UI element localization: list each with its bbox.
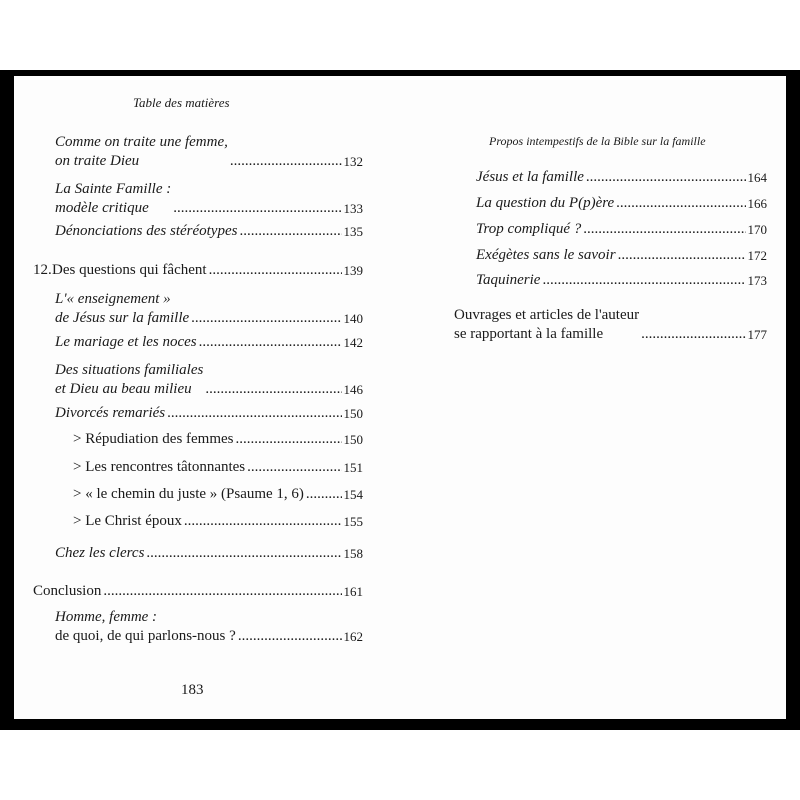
toc-entry[interactable] [476,246,767,265]
leader-dots [586,168,746,187]
entry-title: Le mariage et les noces [55,334,197,350]
page-number: 164 [747,170,767,185]
leader-dots [236,430,342,449]
leader-dots [542,271,745,290]
leader-dots [230,152,342,171]
leader-dots [191,309,341,328]
leader-dots [618,246,746,265]
page-number: 170 [747,222,767,237]
toc-entry[interactable] [476,271,767,290]
leader-dots [641,325,745,344]
page-number: 161 [343,584,363,599]
page-number: 177 [747,327,767,342]
page-number: 133 [343,201,363,216]
toc-entry[interactable] [55,290,363,328]
toc-entry[interactable] [55,608,363,646]
toc-subentry[interactable] [73,485,363,504]
entry-line-2: on traite Dieu [55,153,140,169]
entry-line-2: modèle critique [55,200,149,216]
entry-line-1: L'« enseignement » [55,291,171,307]
leader-dots [184,512,342,531]
leader-dots [167,404,341,423]
leader-dots [209,261,342,280]
toc-entry-bibliography[interactable] [454,306,767,344]
entry-title: Divorcés remariés [55,405,166,421]
entry-title: La question du P(p)ère [476,195,615,211]
page-number: 150 [343,406,363,421]
page-number: 154 [343,487,363,502]
entry-title: Exégètes sans le savoir [476,247,616,263]
page-number: 140 [343,311,363,326]
entry-title: > Répudiation des femmes [73,431,234,447]
leader-dots [146,544,341,563]
leader-dots [247,458,341,477]
entry-title: > Le Christ époux [73,513,182,529]
toc-entry[interactable] [55,222,363,241]
toc-entry[interactable] [476,168,767,187]
toc-entry[interactable] [55,133,363,171]
entry-title: Trop compliqué ? [476,221,582,237]
leader-dots [239,222,341,241]
entry-line-2: et Dieu au beau milieu [55,381,192,397]
page-number: 158 [343,546,363,561]
entry-line-1: Comme on traite une femme, [55,134,228,150]
toc-entry[interactable] [55,544,363,563]
leader-dots [238,627,342,646]
entry-line-2: se rapportant à la famille [454,326,604,342]
leader-dots [173,199,341,218]
chapter-number: 12. [33,262,52,278]
entry-title: Des questions qui fâchent [52,262,207,278]
left-running-head: Table des matières [133,95,230,110]
toc-subentry[interactable] [73,512,363,531]
page-number: 132 [343,154,363,169]
toc-entry[interactable] [476,220,767,239]
page-number: 135 [343,224,363,239]
page-number: 166 [747,196,767,211]
page-number: 162 [343,629,363,644]
entry-line-1: La Sainte Famille : [55,181,172,197]
leader-dots [616,194,745,213]
leader-dots [583,220,745,239]
toc-entry-chapter[interactable] [52,261,363,280]
page-folio: 183 [181,682,204,698]
page-number: 146 [343,382,363,397]
right-running-head: Propos intempestifs de la Bible sur la famille [489,134,706,148]
page-number: 150 [343,432,363,447]
entry-line-2: de Jésus sur la famille [55,310,190,326]
page-number: 172 [747,248,767,263]
page-number: 139 [343,263,363,278]
leader-dots [306,485,342,504]
entry-title: Dénonciations des stéréotypes [55,223,238,239]
leader-dots [199,333,342,352]
toc-subentry[interactable] [73,430,363,449]
entry-title: Chez les clercs [55,545,145,561]
toc-entry[interactable] [55,404,363,423]
toc-entry[interactable] [55,361,363,399]
toc-entry[interactable] [55,333,363,352]
entry-line-1: Homme, femme : [55,609,158,625]
page-number: 173 [747,273,767,288]
leader-dots [205,380,341,399]
page-number: 155 [343,514,363,529]
page-number: 151 [343,460,363,475]
entry-title: Taquinerie [476,272,541,288]
toc-entry[interactable] [55,180,363,218]
entry-line-1: Ouvrages et articles de l'auteur [454,307,640,323]
entry-title: > « le chemin du juste » (Psaume 1, 6) [73,486,304,502]
entry-title: Conclusion [33,583,102,599]
page-number: 142 [343,335,363,350]
leader-dots [103,582,341,601]
toc-subentry[interactable] [73,458,363,477]
entry-title: Jésus et la famille [476,169,584,185]
entry-line-2: de quoi, de qui parlons-nous ? [55,628,236,644]
toc-entry[interactable] [476,194,767,213]
entry-title: > Les rencontres tâtonnantes [73,459,246,475]
toc-entry-conclusion[interactable] [33,582,363,601]
entry-line-1: Des situations familiales [55,362,204,378]
